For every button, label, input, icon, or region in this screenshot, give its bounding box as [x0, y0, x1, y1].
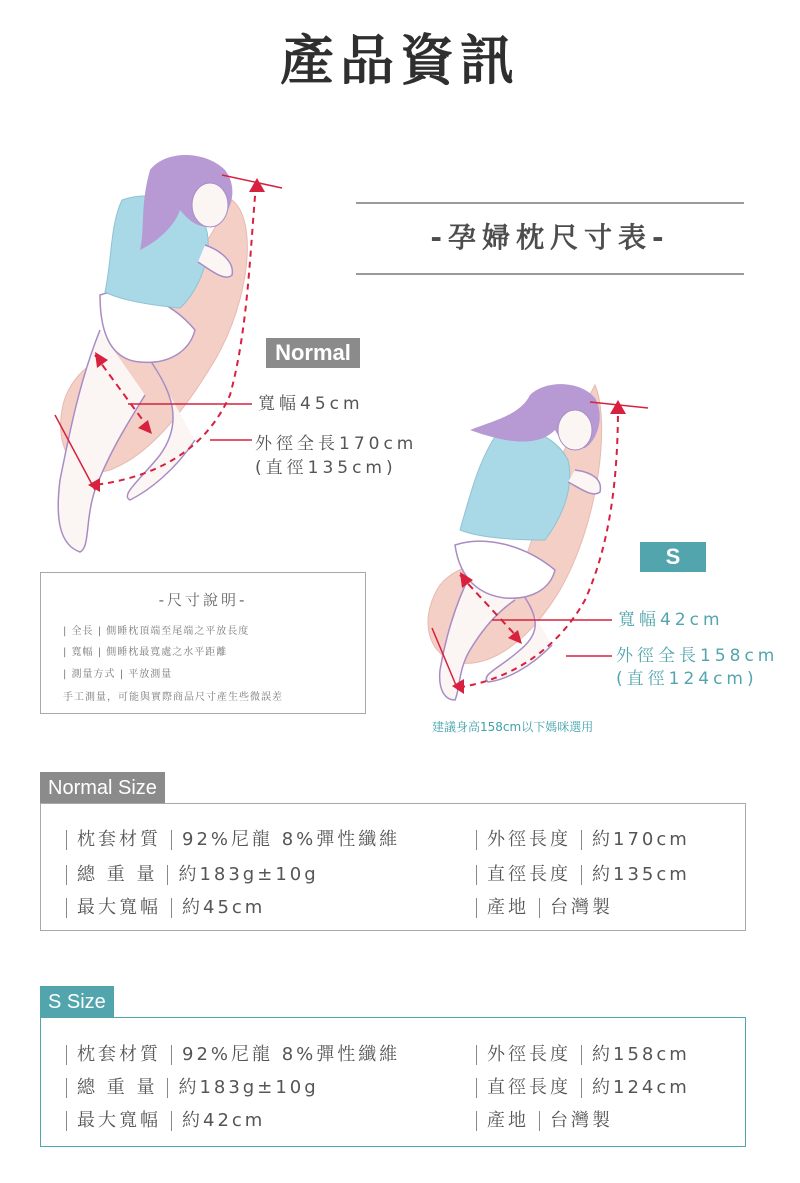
spec-row: [466, 893, 613, 919]
spec-label: 外徑長度: [487, 1044, 571, 1065]
spec-row: [56, 1073, 319, 1099]
spec-row: [466, 1040, 690, 1066]
height-recommendation: 建議身高158cm以下媽咪選用: [432, 720, 594, 734]
spec-label: 枕套材質: [77, 1044, 161, 1065]
spec-value: 台灣製: [550, 897, 613, 918]
spec-value: 約158cm: [592, 1044, 690, 1065]
spec-value: 約135cm: [592, 864, 690, 885]
s-size-tag: S: [640, 542, 706, 572]
spec-label: 最大寬幅: [77, 1110, 161, 1131]
spec-value: 台灣製: [550, 1110, 613, 1131]
s-length-label: 外徑全長158cm: [616, 646, 779, 666]
spec-row: [56, 893, 265, 919]
spec-label: 最大寬幅: [77, 897, 161, 918]
spec-value: 約183g±10g: [178, 1077, 319, 1098]
note-line: | 測量方式 | 平放測量: [63, 669, 173, 680]
s-pillow-figure: [428, 384, 648, 700]
spec-row: [466, 825, 690, 851]
spec-row: [56, 860, 319, 886]
normal-length-label: 外徑全長170cm: [255, 434, 418, 454]
spec-label: 產地: [487, 1110, 529, 1131]
s-spec-title: S Size: [40, 986, 114, 1018]
note-line: | 全長 | 側睡枕頂端至尾端之平放長度: [63, 626, 250, 637]
notes-title: -尺寸說明-: [158, 591, 248, 609]
spec-row: [56, 1106, 265, 1132]
spec-row: [56, 1040, 400, 1066]
size-chart-title: -孕婦枕尺寸表-: [430, 221, 670, 254]
spec-value: 約170cm: [592, 829, 690, 850]
spec-value: 約183g±10g: [178, 864, 319, 885]
spec-value: 92%尼龍 8%彈性纖維: [182, 829, 401, 850]
normal-width-label: 寬幅45cm: [258, 394, 364, 414]
s-diameter-label: (直徑124cm): [616, 669, 758, 689]
spec-value: 約45cm: [182, 897, 266, 918]
spec-row: [466, 1106, 613, 1132]
spec-label: 總 重 量: [77, 1077, 158, 1098]
spec-row: [466, 860, 690, 886]
s-width-label: 寬幅42cm: [618, 610, 724, 630]
normal-size-tag: Normal: [266, 338, 360, 368]
normal-diameter-label: (直徑135cm): [255, 458, 397, 478]
page-title: 產品資訊: [280, 29, 520, 92]
spec-label: 總 重 量: [77, 864, 158, 885]
size-notes-box: [40, 572, 366, 714]
spec-value: 約124cm: [592, 1077, 690, 1098]
spec-label: 枕套材質: [77, 829, 161, 850]
spec-label: 直徑長度: [487, 864, 571, 885]
spec-label: 外徑長度: [487, 829, 571, 850]
spec-row: [466, 1073, 690, 1099]
spec-label: 直徑長度: [487, 1077, 571, 1098]
spec-row: [56, 825, 400, 851]
note-line: | 寬幅 | 側睡枕最寬處之水平距離: [63, 647, 228, 658]
spec-value: 92%尼龍 8%彈性纖維: [182, 1044, 401, 1065]
spec-label: 產地: [487, 897, 529, 918]
normal-pillow-figure: [55, 155, 282, 552]
note-line: 手工測量，可能與實際商品尺寸產生些微誤差: [63, 692, 283, 703]
normal-spec-title: Normal Size: [40, 772, 165, 804]
spec-value: 約42cm: [182, 1110, 266, 1131]
